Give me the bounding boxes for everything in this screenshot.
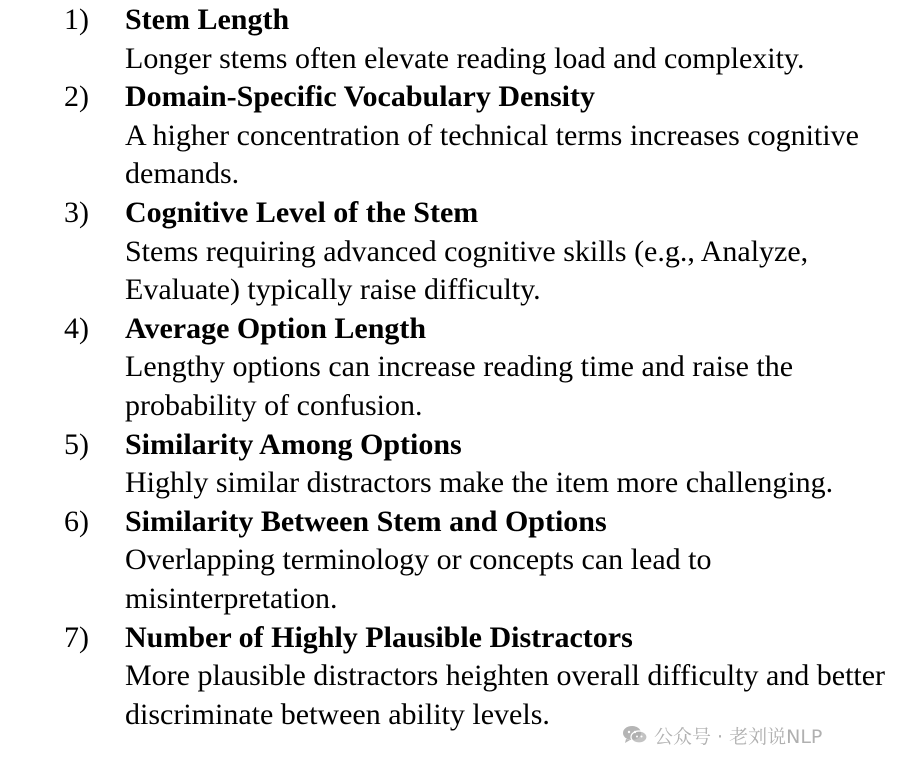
item-title: Number of Highly Plausible Distractors xyxy=(125,620,633,654)
list-item xyxy=(0,619,904,735)
item-description: More plausible distractors heighten overall difficulty and better discriminate between ability levels. xyxy=(125,659,886,731)
item-description: Longer stems often elevate reading load and complexity. xyxy=(125,41,805,75)
item-description: A higher concentration of technical terms increases cognitive demands. xyxy=(125,118,859,191)
item-number: 5) xyxy=(64,427,89,461)
watermark xyxy=(622,721,822,749)
item-title: Stem Length xyxy=(125,3,290,36)
list-item xyxy=(0,194,904,310)
item-number: 1) xyxy=(64,3,89,36)
item-title: Average Option Length xyxy=(125,311,427,345)
item-title: Similarity Between Stem and Options xyxy=(125,504,607,538)
watermark-text: 公众号 · 老刘说NLP xyxy=(654,725,823,748)
item-number: 4) xyxy=(64,311,89,345)
factor-list xyxy=(0,1,904,734)
item-description: Lengthy options can increase reading time and raise the probability of confusion. xyxy=(125,350,794,422)
list-item xyxy=(0,1,904,78)
item-title: Cognitive Level of the Stem xyxy=(125,195,479,229)
item-title: Similarity Among Options xyxy=(125,427,462,461)
item-number: 7) xyxy=(64,620,89,654)
item-description: Overlapping terminology or concepts can lead to misinterpretation. xyxy=(125,543,712,615)
list-item xyxy=(0,426,904,503)
item-number: 2) xyxy=(64,80,89,114)
list-item xyxy=(0,310,904,426)
list-item xyxy=(0,78,904,194)
item-title: Domain-Specific Vocabulary Density xyxy=(125,80,596,114)
item-number: 3) xyxy=(64,195,89,229)
item-description: Highly similar distractors make the item more challenging. xyxy=(125,466,834,500)
list-item xyxy=(0,503,904,619)
wechat-icon xyxy=(622,725,648,745)
item-number: 6) xyxy=(64,504,89,538)
item-description: Stems requiring advanced cognitive skills (e.g., Analyze, Evaluate) typically raise difficulty. xyxy=(125,234,809,307)
